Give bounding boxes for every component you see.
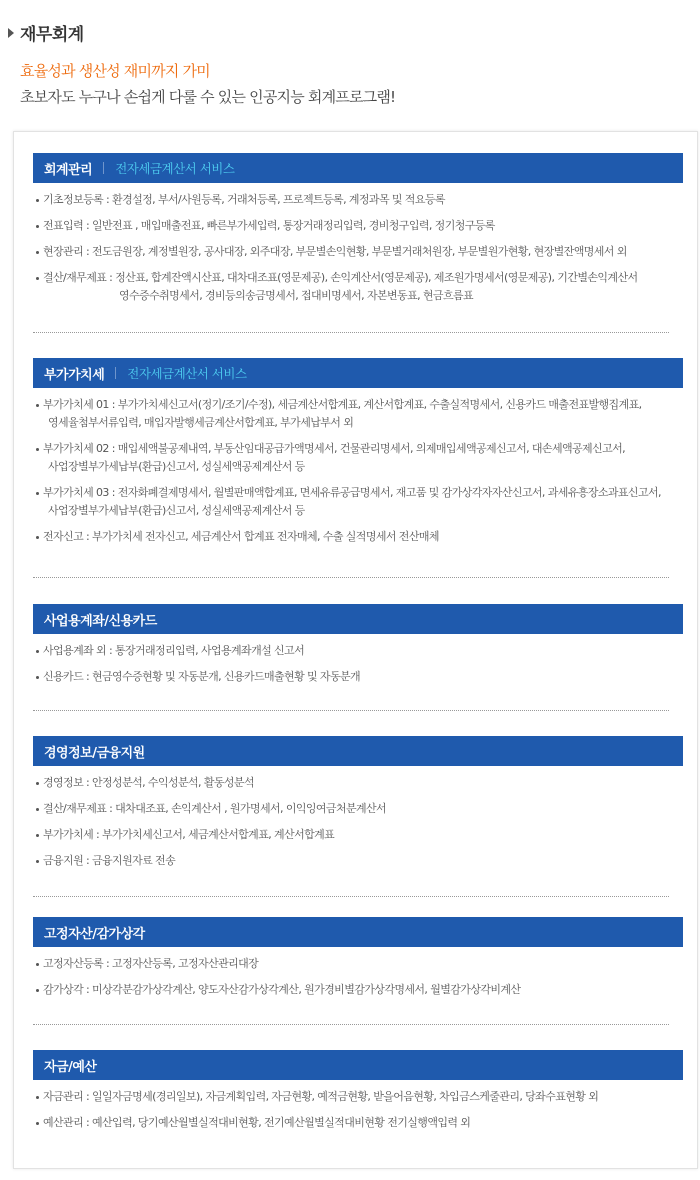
divider bbox=[115, 367, 116, 379]
bullet-icon bbox=[36, 199, 39, 202]
list-item bbox=[33, 1114, 683, 1132]
list-item bbox=[33, 528, 683, 546]
item-text: 전표입력 : 일반전표 , 매입매출전표, 빠른부가세입력, 통장거래정리입력, 경비청구입력, 정기청구등록 bbox=[43, 219, 495, 232]
list-item bbox=[33, 800, 683, 818]
list-item bbox=[33, 243, 683, 261]
bullet-icon bbox=[36, 225, 39, 228]
description: 초보자도 누구나 손쉽게 다룰 수 있는 인공지능 회계프로그램! bbox=[20, 88, 396, 106]
list-item bbox=[33, 981, 683, 999]
item-list bbox=[33, 947, 683, 999]
bullet-icon bbox=[36, 536, 39, 539]
item-list bbox=[33, 183, 683, 305]
dotted-divider bbox=[33, 332, 669, 333]
dotted-divider bbox=[33, 896, 669, 897]
page-title bbox=[8, 20, 84, 45]
section-title: 자금/예산 bbox=[44, 1059, 97, 1075]
list-item bbox=[33, 484, 683, 520]
bullet-icon bbox=[36, 808, 39, 811]
item-text: 신용카드 : 현금영수증현황 및 자동분개, 신용카드매출현황 및 자동분개 bbox=[43, 670, 361, 683]
bullet-icon bbox=[36, 1096, 39, 1099]
bullet-icon bbox=[36, 860, 39, 863]
section-header bbox=[33, 153, 683, 183]
section-title: 회계관리 bbox=[44, 162, 93, 178]
bullet-icon bbox=[36, 277, 39, 280]
section-title: 사업용계좌/신용카드 bbox=[44, 613, 157, 629]
item-text: 전자신고 : 부가가치세 전자신고, 세금계산서 합계표 전자매체, 수출 실적명세서 전산매체 bbox=[43, 530, 439, 543]
section-management-info bbox=[33, 736, 683, 878]
list-item bbox=[33, 668, 683, 686]
item-text-continued: 영수증수취명세서, 경비등의송금명세서, 접대비명세서, 자본변동표, 현금흐름표 bbox=[119, 289, 474, 302]
section-header bbox=[33, 1050, 683, 1080]
list-item bbox=[33, 852, 683, 870]
section-header bbox=[33, 604, 683, 634]
item-text: 감가상각 : 미상각분감가상각계산, 양도자산감가상각계산, 원가경비별감가상각명세서, 월별감가상각비계산 bbox=[43, 983, 521, 996]
item-text-continued: 영세율첨부서류입력, 매입자발행세금계산서합계표, 부가세납부서 외 bbox=[48, 416, 354, 429]
bullet-icon bbox=[36, 676, 39, 679]
item-text: 부가가치세 03 : 전자화폐결제명세서, 월별판매액합계표, 면세유류공급명세서, 재고품 및 감가상각자자산신고서, 과세유흥장소과표신고서, bbox=[43, 486, 661, 499]
item-list bbox=[33, 766, 683, 870]
section-subtitle: 전자세금계산서 서비스 bbox=[127, 366, 247, 381]
section-header bbox=[33, 736, 683, 766]
tagline: 효율성과 생산성 재미까지 가미 bbox=[20, 62, 210, 80]
bullet-icon bbox=[36, 782, 39, 785]
section-title: 고정자산/감가상각 bbox=[44, 926, 145, 942]
item-text-continued: 사업장별부가세납부(환급)신고서, 성실세액공제계산서 등 bbox=[48, 504, 305, 517]
list-item bbox=[33, 1088, 683, 1106]
list-item bbox=[33, 217, 683, 235]
section-title: 부가가치세 bbox=[44, 367, 105, 383]
section-header bbox=[33, 917, 683, 947]
item-text: 예산관리 : 예산입력, 당기예산월별실적대비현황, 전기예산월별실적대비현황 전기실행액입력 외 bbox=[43, 1116, 471, 1129]
dotted-divider bbox=[33, 1024, 669, 1025]
bullet-icon bbox=[36, 963, 39, 966]
item-list bbox=[33, 1080, 683, 1132]
item-text: 금융지원 : 금융지원자료 전송 bbox=[43, 854, 176, 867]
item-text: 자금관리 : 일일자금명세(경리일보), 자금계획입력, 자금현황, 예적금현황, 받을어음현황, 차입금스케줄관리, 당좌수표현황 외 bbox=[43, 1090, 599, 1103]
section-title: 경영정보/금융지원 bbox=[44, 745, 145, 761]
item-list bbox=[33, 388, 683, 546]
item-text-continued: 사업장별부가세납부(환급)신고서, 성실세액공제계산서 등 bbox=[48, 460, 305, 473]
item-list bbox=[33, 634, 683, 686]
item-text: 경영정보 : 안정성분석, 수익성분석, 활동성분석 bbox=[43, 776, 254, 789]
bullet-icon bbox=[36, 989, 39, 992]
section-fixed-assets bbox=[33, 917, 683, 1007]
section-funds-budget bbox=[33, 1050, 683, 1140]
list-item bbox=[33, 440, 683, 476]
list-item bbox=[33, 191, 683, 209]
list-item bbox=[33, 396, 683, 432]
list-item bbox=[33, 774, 683, 792]
list-item bbox=[33, 642, 683, 660]
list-item bbox=[33, 955, 683, 973]
section-accounting bbox=[33, 153, 683, 313]
list-item bbox=[33, 826, 683, 844]
bullet-icon bbox=[36, 834, 39, 837]
section-business-account bbox=[33, 604, 683, 694]
item-text: 부가가치세 : 부가가치세신고서, 세금계산서합계표, 계산서합계표 bbox=[43, 828, 335, 841]
section-vat bbox=[33, 358, 683, 554]
bullet-icon bbox=[36, 404, 39, 407]
dotted-divider bbox=[33, 710, 669, 711]
bullet-icon bbox=[36, 448, 39, 451]
item-text: 부가가치세 02 : 매입세액불공제내역, 부동산임대공급가액명세서, 건물관리명세서, 의제매입세액공제신고서, 대손세액공제신고서, bbox=[43, 442, 626, 455]
item-text: 부가가치세 01 : 부가가치세신고서(정기/조기/수정), 세금계산서합계표, 계산서합계표, 수출실적명세서, 신용카드 매출전표발행집계표, bbox=[43, 398, 642, 411]
bullet-icon bbox=[36, 1122, 39, 1125]
list-item bbox=[33, 269, 683, 305]
bullet-icon bbox=[36, 650, 39, 653]
page-header bbox=[0, 0, 700, 130]
item-text: 고정자산등록 : 고정자산등록, 고정자산관리대장 bbox=[43, 957, 259, 970]
item-text: 결산/재무제표 : 정산표, 합계잔액시산표, 대차대조표(영문제공), 손익계산서(영문제공), 제조원가명세서(영문제공), 기간별손익계산서 bbox=[43, 271, 638, 284]
bullet-icon bbox=[36, 492, 39, 495]
arrow-right-icon bbox=[8, 28, 14, 38]
item-text: 기초정보등록 : 환경설정, 부서/사원등록, 거래처등록, 프로젝트등록, 계정과목 및 적요등록 bbox=[43, 193, 445, 206]
dotted-divider bbox=[33, 577, 669, 578]
divider bbox=[103, 162, 104, 174]
section-header bbox=[33, 358, 683, 388]
item-text: 결산/재무제표 : 대차대조표, 손익계산서 , 원가명세서, 이익잉여금처분계산서 bbox=[43, 802, 387, 815]
bullet-icon bbox=[36, 251, 39, 254]
item-text: 현장관리 : 전도금원장, 계정별원장, 공사대장, 외주대장, 부문별손익현황, 부문별거래처원장, 부문별원가현황, 현장별잔액명세서 외 bbox=[43, 245, 627, 258]
item-text: 사업용계좌 외 : 통장거래정리입력, 사업용계좌개설 신고서 bbox=[43, 644, 305, 657]
page-title-text: 재무회계 bbox=[20, 25, 84, 45]
section-subtitle: 전자세금계산서 서비스 bbox=[115, 161, 235, 176]
